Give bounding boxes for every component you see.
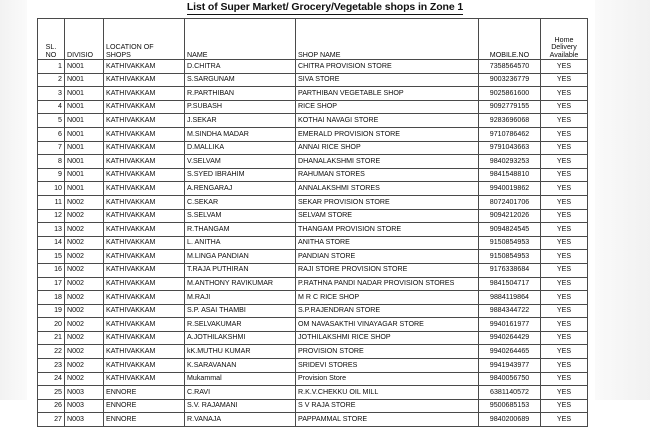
cell-name: C.RAVI (185, 386, 296, 400)
cell-name: D.MALLIKA (185, 141, 296, 155)
cell-shop-name: RICE SHOP (296, 100, 479, 114)
column-header-home-line2: Delivery (551, 43, 577, 52)
table-row (38, 73, 588, 87)
cell-home-delivery: YES (541, 291, 588, 305)
cell-shop-name: SEKAR PROVISION STORE (296, 195, 479, 209)
cell-mobile-no: 9940019862 (479, 182, 541, 196)
cell-location: KATHIVAKKAM (104, 100, 185, 114)
cell-division: N002 (65, 236, 104, 250)
table-row (38, 195, 588, 209)
cell-name: V.SELVAM (185, 155, 296, 169)
cell-home-delivery: YES (541, 250, 588, 264)
cell-name: D.CHITRA (185, 60, 296, 74)
page-title (0, 1, 650, 13)
cell-name: S.SELVAM (185, 209, 296, 223)
table-row (38, 277, 588, 291)
cell-mobile-no: 9840293253 (479, 155, 541, 169)
column-header-sl-no-line1: SL. (45, 43, 57, 52)
page-right-margin (595, 0, 650, 400)
cell-sl-no: 10 (38, 182, 65, 196)
cell-location: KATHIVAKKAM (104, 318, 185, 332)
cell-shop-name: THANGAM PROVISION STORE (296, 223, 479, 237)
table-row (38, 291, 588, 305)
table-row (38, 304, 588, 318)
cell-mobile-no: 9841548810 (479, 168, 541, 182)
cell-mobile-no: 9283696068 (479, 114, 541, 128)
cell-name: R.PARTHIBAN (185, 87, 296, 101)
cell-name: P.SUBASH (185, 100, 296, 114)
cell-shop-name: M R C RICE SHOP (296, 291, 479, 305)
cell-home-delivery: YES (541, 372, 588, 386)
cell-name: S.SARGUNAM (185, 73, 296, 87)
cell-home-delivery: YES (541, 168, 588, 182)
cell-name: S.P. ASAI THAMBI (185, 304, 296, 318)
cell-mobile-no: 9840056750 (479, 372, 541, 386)
cell-shop-name: R.K.V.CHEKKU OIL MILL (296, 386, 479, 400)
cell-home-delivery: YES (541, 236, 588, 250)
cell-shop-name: EMERALD PROVISION STORE (296, 127, 479, 141)
cell-division: N001 (65, 141, 104, 155)
cell-shop-name: PAPPAMMAL STORE (296, 413, 479, 427)
column-header-home-delivery (541, 19, 588, 60)
column-header-sl-no (38, 19, 65, 60)
cell-mobile-no: 9884119864 (479, 291, 541, 305)
cell-home-delivery: YES (541, 399, 588, 413)
cell-location: KATHIVAKKAM (104, 372, 185, 386)
table-row (38, 127, 588, 141)
cell-home-delivery: YES (541, 331, 588, 345)
cell-sl-no: 2 (38, 73, 65, 87)
cell-location: KATHIVAKKAM (104, 60, 185, 74)
cell-sl-no: 16 (38, 263, 65, 277)
cell-name: Mukammal (185, 372, 296, 386)
table-row (38, 182, 588, 196)
cell-sl-no: 3 (38, 87, 65, 101)
cell-mobile-no: 9092779155 (479, 100, 541, 114)
cell-home-delivery: YES (541, 182, 588, 196)
cell-sl-no: 13 (38, 223, 65, 237)
cell-division: N002 (65, 277, 104, 291)
cell-mobile-no: 9791043663 (479, 141, 541, 155)
table-row (38, 250, 588, 264)
cell-home-delivery: YES (541, 263, 588, 277)
cell-location: KATHIVAKKAM (104, 263, 185, 277)
cell-location: ENNORE (104, 413, 185, 427)
cell-location: KATHIVAKKAM (104, 168, 185, 182)
cell-name: R.THANGAM (185, 223, 296, 237)
cell-location: KATHIVAKKAM (104, 141, 185, 155)
cell-sl-no: 26 (38, 399, 65, 413)
cell-home-delivery: YES (541, 87, 588, 101)
cell-mobile-no: 9176338684 (479, 263, 541, 277)
cell-shop-name: S.P.RAJENDRAN STORE (296, 304, 479, 318)
cell-home-delivery: YES (541, 209, 588, 223)
column-header-location-line2: SHOPS (106, 50, 131, 59)
cell-mobile-no: 9941943977 (479, 359, 541, 373)
table-row (38, 236, 588, 250)
cell-home-delivery: YES (541, 127, 588, 141)
cell-location: KATHIVAKKAM (104, 223, 185, 237)
cell-location: KATHIVAKKAM (104, 73, 185, 87)
column-header-shop-name: SHOP NAME (296, 19, 479, 60)
cell-name: M.LINGA PANDIAN (185, 250, 296, 264)
cell-location: KATHIVAKKAM (104, 277, 185, 291)
table-row (38, 345, 588, 359)
cell-division: N001 (65, 100, 104, 114)
column-header-sl-no-line2: NO (45, 50, 57, 59)
cell-shop-name: OM NAVASAKTHI VINAYAGAR STORE (296, 318, 479, 332)
cell-mobile-no: 9025861600 (479, 87, 541, 101)
cell-sl-no: 15 (38, 250, 65, 264)
cell-home-delivery: YES (541, 386, 588, 400)
table-row (38, 168, 588, 182)
cell-shop-name: PARTHIBAN VEGETABLE SHOP (296, 87, 479, 101)
cell-home-delivery: YES (541, 100, 588, 114)
cell-mobile-no: 9150854953 (479, 236, 541, 250)
cell-sl-no: 11 (38, 195, 65, 209)
cell-sl-no: 27 (38, 413, 65, 427)
table-row (38, 223, 588, 237)
cell-shop-name: JOTHILAKSHMI RICE SHOP (296, 331, 479, 345)
cell-division: N001 (65, 127, 104, 141)
cell-shop-name: P.RATHNA PANDI NADAR PROVISION STORES (296, 277, 479, 291)
cell-mobile-no: 7358564570 (479, 60, 541, 74)
table-row (38, 60, 588, 74)
table-row (38, 359, 588, 373)
cell-division: N001 (65, 60, 104, 74)
cell-division: N001 (65, 168, 104, 182)
cell-location: KATHIVAKKAM (104, 291, 185, 305)
cell-division: N001 (65, 114, 104, 128)
cell-name: R.SELVAKUMAR (185, 318, 296, 332)
cell-shop-name: Provision Store (296, 372, 479, 386)
cell-home-delivery: YES (541, 155, 588, 169)
cell-sl-no: 8 (38, 155, 65, 169)
column-header-home-line3: Available (549, 50, 579, 59)
column-header-mobile-no: MOBILE.NO (479, 19, 541, 60)
cell-shop-name: S V RAJA STORE (296, 399, 479, 413)
cell-division: N002 (65, 359, 104, 373)
table-row (38, 263, 588, 277)
cell-mobile-no: 9500685153 (479, 399, 541, 413)
cell-shop-name: PROVISION STORE (296, 345, 479, 359)
cell-division: N002 (65, 223, 104, 237)
table-row (38, 386, 588, 400)
cell-location: KATHIVAKKAM (104, 304, 185, 318)
cell-shop-name: ANITHA STORE (296, 236, 479, 250)
cell-home-delivery: YES (541, 141, 588, 155)
cell-location: KATHIVAKKAM (104, 250, 185, 264)
cell-division: N001 (65, 182, 104, 196)
cell-sl-no: 20 (38, 318, 65, 332)
cell-home-delivery: YES (541, 60, 588, 74)
cell-name: kK.MUTHU KUMAR (185, 345, 296, 359)
cell-sl-no: 22 (38, 345, 65, 359)
cell-name: L. ANITHA (185, 236, 296, 250)
cell-sl-no: 5 (38, 114, 65, 128)
cell-mobile-no: 9094824545 (479, 223, 541, 237)
table-row (38, 399, 588, 413)
cell-mobile-no: 9940264465 (479, 345, 541, 359)
cell-home-delivery: YES (541, 318, 588, 332)
cell-home-delivery: YES (541, 359, 588, 373)
cell-division: N003 (65, 386, 104, 400)
cell-sl-no: 23 (38, 359, 65, 373)
cell-sl-no: 12 (38, 209, 65, 223)
cell-mobile-no: 9710786462 (479, 127, 541, 141)
cell-sl-no: 9 (38, 168, 65, 182)
cell-shop-name: ANNALAKSHMI STORES (296, 182, 479, 196)
table-row (38, 155, 588, 169)
cell-division: N002 (65, 318, 104, 332)
cell-mobile-no: 9003236779 (479, 73, 541, 87)
cell-home-delivery: YES (541, 304, 588, 318)
cell-sl-no: 17 (38, 277, 65, 291)
cell-sl-no: 25 (38, 386, 65, 400)
table-row (38, 100, 588, 114)
column-header-location (104, 19, 185, 60)
cell-mobile-no: 9940264429 (479, 331, 541, 345)
cell-division: N003 (65, 399, 104, 413)
cell-shop-name: PANDIAN STORE (296, 250, 479, 264)
cell-mobile-no: 9841504717 (479, 277, 541, 291)
cell-name: M.RAJI (185, 291, 296, 305)
cell-shop-name: SELVAM STORE (296, 209, 479, 223)
cell-sl-no: 14 (38, 236, 65, 250)
cell-location: KATHIVAKKAM (104, 236, 185, 250)
cell-name: A.JOTHILAKSHMI (185, 331, 296, 345)
table-row (38, 209, 588, 223)
cell-location: KATHIVAKKAM (104, 331, 185, 345)
cell-division: N002 (65, 291, 104, 305)
cell-location: KATHIVAKKAM (104, 359, 185, 373)
cell-name: J.SEKAR (185, 114, 296, 128)
column-header-home-line1: Home (554, 35, 574, 44)
cell-location: KATHIVAKKAM (104, 114, 185, 128)
cell-division: N002 (65, 195, 104, 209)
cell-division: N002 (65, 331, 104, 345)
table-row (38, 114, 588, 128)
table-row (38, 413, 588, 427)
cell-shop-name: CHITRA PROVISION STORE (296, 60, 479, 74)
table-header-row (38, 19, 588, 60)
cell-sl-no: 1 (38, 60, 65, 74)
table-row (38, 318, 588, 332)
column-header-division: DIVISIO (65, 19, 104, 60)
table-header (38, 19, 588, 60)
cell-location: KATHIVAKKAM (104, 127, 185, 141)
cell-name: M.ANTHONY RAVIKUMAR (185, 277, 296, 291)
cell-shop-name: DHANALAKSHMI STORE (296, 155, 479, 169)
cell-name: T.RAJA PUTHIRAN (185, 263, 296, 277)
page-left-margin (0, 0, 27, 400)
cell-home-delivery: YES (541, 114, 588, 128)
cell-division: N002 (65, 304, 104, 318)
cell-division: N002 (65, 372, 104, 386)
cell-mobile-no: 6381140572 (479, 386, 541, 400)
cell-division: N002 (65, 250, 104, 264)
cell-mobile-no: 9150854953 (479, 250, 541, 264)
column-header-name: NAME (185, 19, 296, 60)
cell-name: A.RENGARAJ (185, 182, 296, 196)
cell-shop-name: SIVA STORE (296, 73, 479, 87)
cell-division: N001 (65, 155, 104, 169)
cell-home-delivery: YES (541, 277, 588, 291)
table-row (38, 87, 588, 101)
page-title-text: List of Super Market/ Grocery/Vegetable shops in Zone 1 (186, 1, 464, 13)
cell-shop-name: RAJI STORE PROVISION STORE (296, 263, 479, 277)
table-row (38, 372, 588, 386)
cell-name: S.SYED IBRAHIM (185, 168, 296, 182)
cell-sl-no: 18 (38, 291, 65, 305)
cell-division: N002 (65, 263, 104, 277)
cell-division: N002 (65, 209, 104, 223)
cell-name: R.VANAJA (185, 413, 296, 427)
cell-location: KATHIVAKKAM (104, 155, 185, 169)
cell-division: N002 (65, 345, 104, 359)
cell-name: C.SEKAR (185, 195, 296, 209)
cell-sl-no: 19 (38, 304, 65, 318)
table-body (38, 60, 588, 427)
cell-sl-no: 4 (38, 100, 65, 114)
cell-mobile-no: 9940161977 (479, 318, 541, 332)
cell-mobile-no: 9840200689 (479, 413, 541, 427)
cell-home-delivery: YES (541, 223, 588, 237)
cell-sl-no: 6 (38, 127, 65, 141)
cell-home-delivery: YES (541, 345, 588, 359)
cell-shop-name: SRIDEVI STORES (296, 359, 479, 373)
cell-mobile-no: 9884344722 (479, 304, 541, 318)
cell-shop-name: ANNAI RICE SHOP (296, 141, 479, 155)
cell-sl-no: 7 (38, 141, 65, 155)
cell-location: KATHIVAKKAM (104, 195, 185, 209)
cell-shop-name: KOTHAI NAVAGI STORE (296, 114, 479, 128)
cell-division: N001 (65, 87, 104, 101)
cell-name: K.SARAVANAN (185, 359, 296, 373)
table-row (38, 331, 588, 345)
table-row (38, 141, 588, 155)
cell-location: KATHIVAKKAM (104, 345, 185, 359)
cell-sl-no: 24 (38, 372, 65, 386)
cell-sl-no: 21 (38, 331, 65, 345)
cell-name: S.V. RAJAMANI (185, 399, 296, 413)
cell-division: N001 (65, 73, 104, 87)
cell-home-delivery: YES (541, 73, 588, 87)
cell-location: ENNORE (104, 399, 185, 413)
shops-table (37, 18, 588, 427)
cell-mobile-no: 9094212026 (479, 209, 541, 223)
cell-location: ENNORE (104, 386, 185, 400)
column-header-location-line1: LOCATION OF (106, 43, 154, 52)
cell-location: KATHIVAKKAM (104, 182, 185, 196)
cell-mobile-no: 8072401706 (479, 195, 541, 209)
cell-home-delivery: YES (541, 195, 588, 209)
cell-location: KATHIVAKKAM (104, 209, 185, 223)
cell-location: KATHIVAKKAM (104, 87, 185, 101)
cell-name: M.SINDHA MADAR (185, 127, 296, 141)
cell-division: N003 (65, 413, 104, 427)
cell-home-delivery: YES (541, 413, 588, 427)
cell-shop-name: RAHUMAN STORES (296, 168, 479, 182)
